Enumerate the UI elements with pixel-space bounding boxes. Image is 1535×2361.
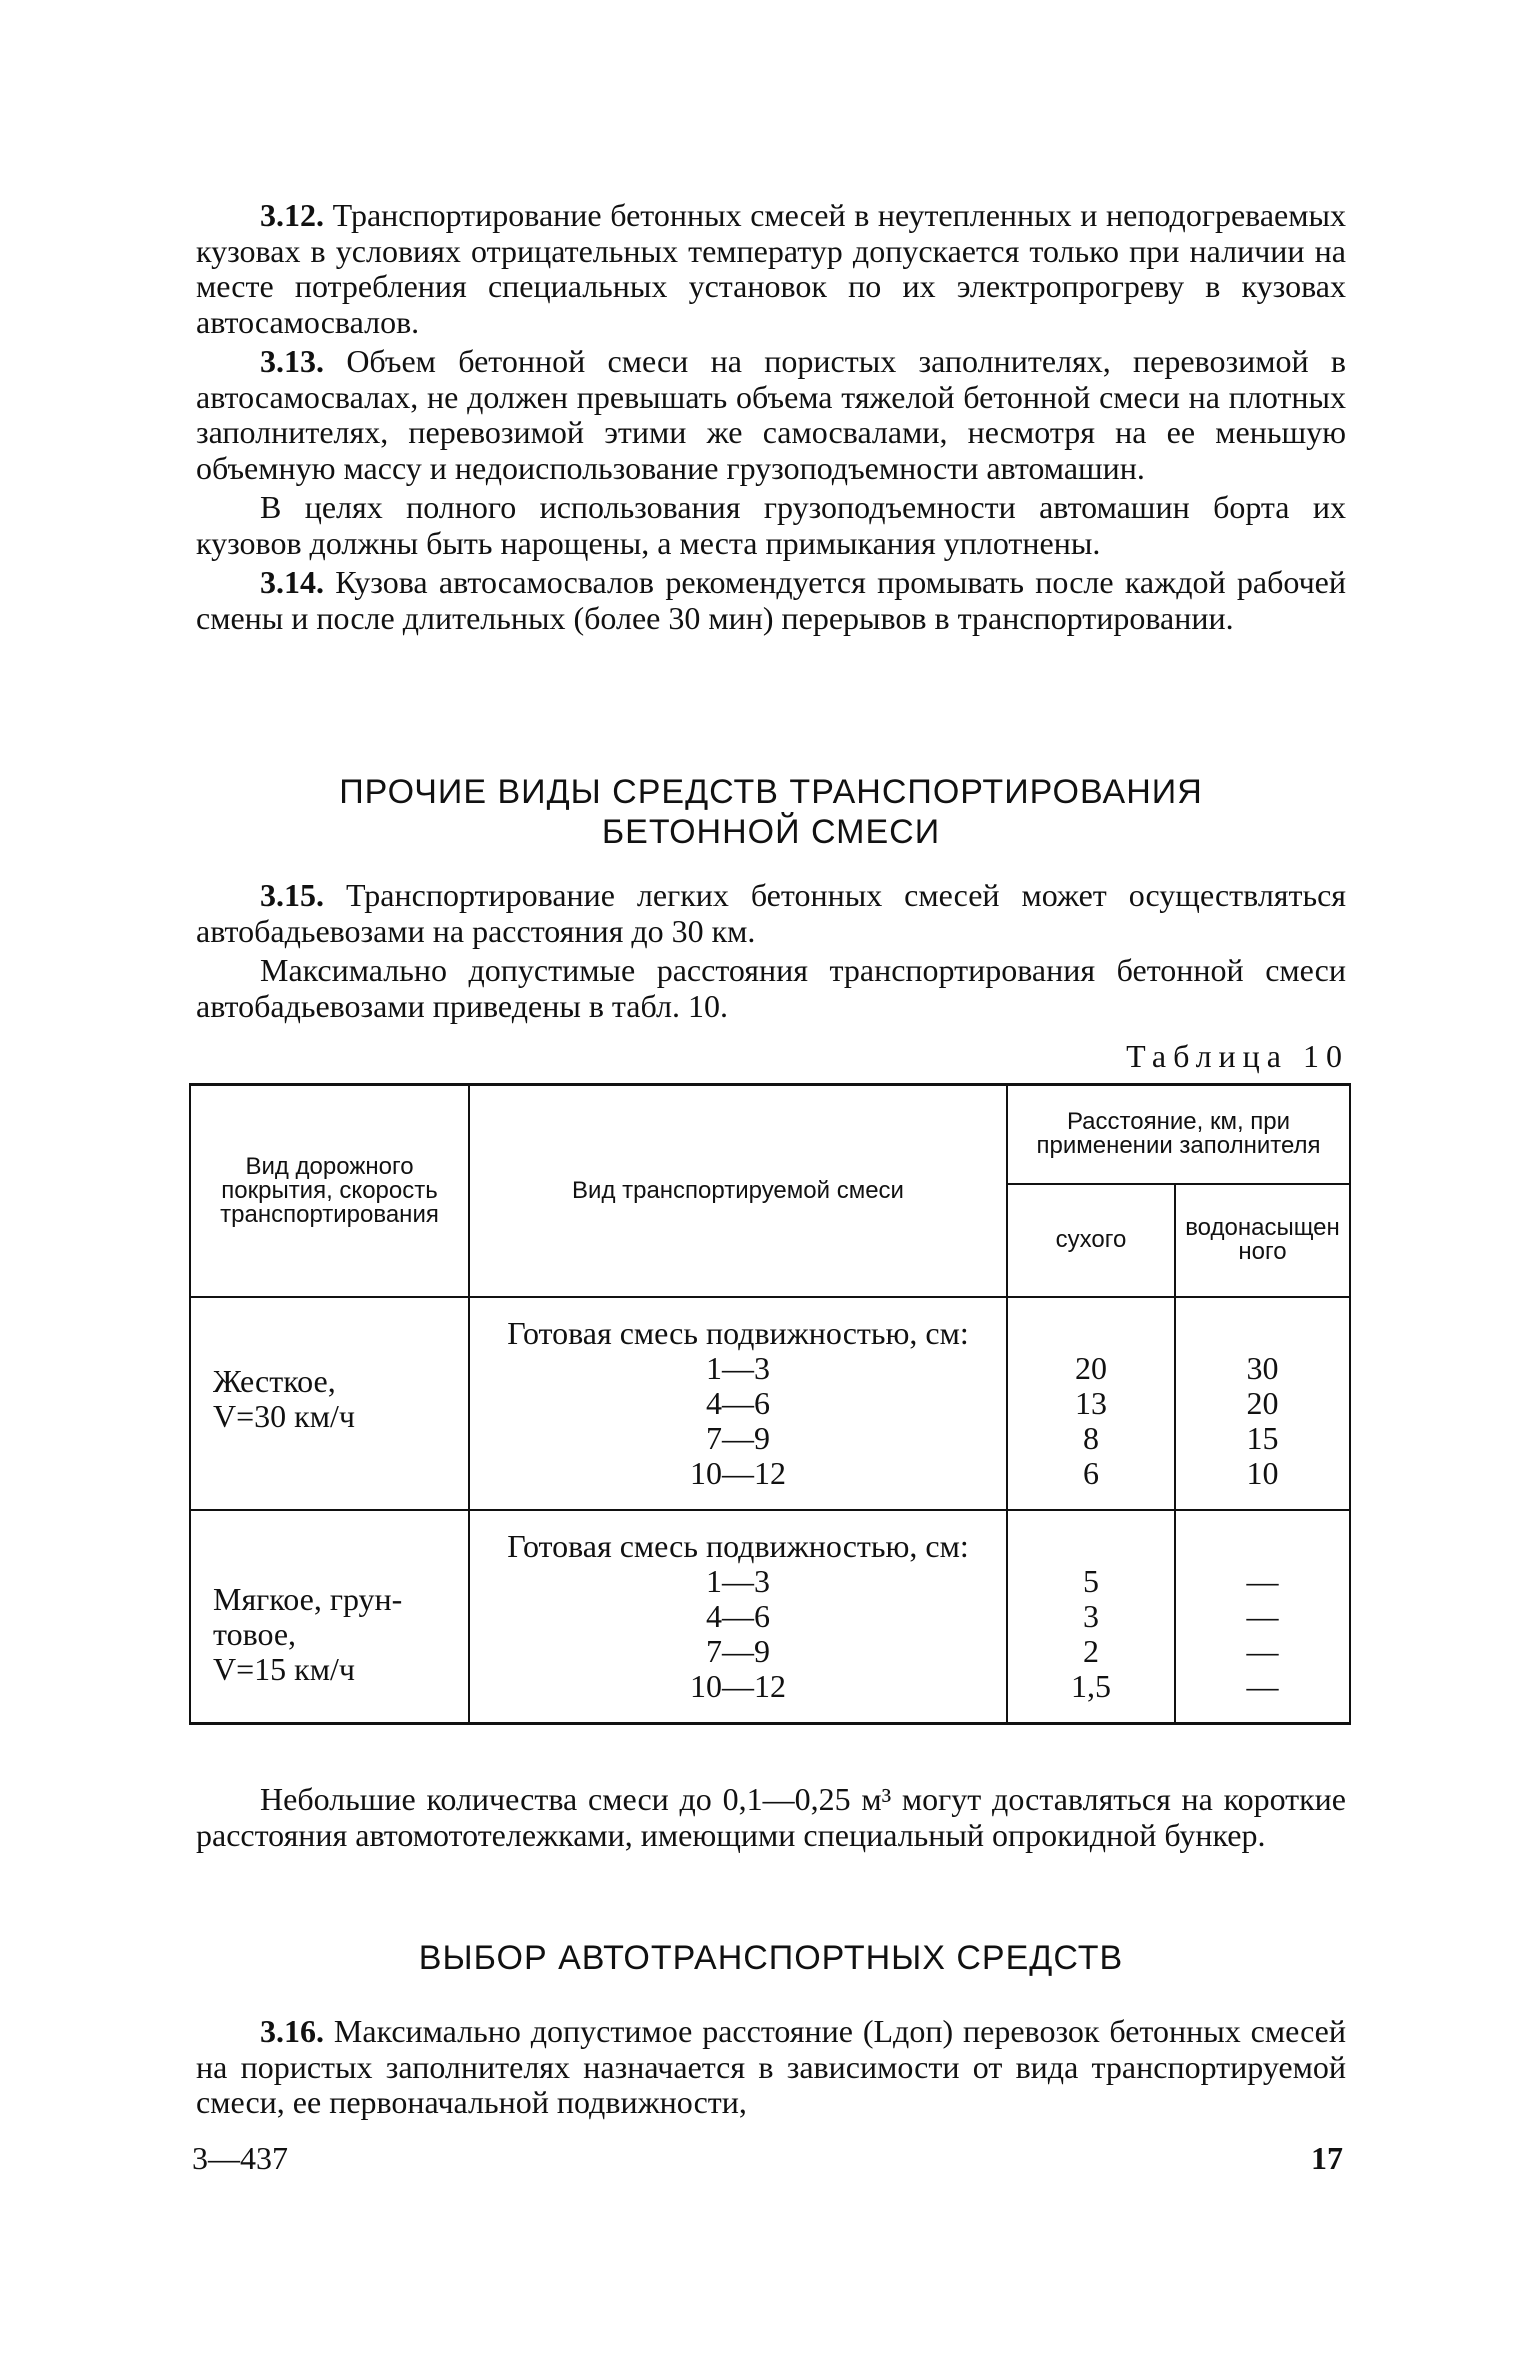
section-other-transport — [196, 772, 1346, 1024]
paragraph-3-12 — [196, 198, 1346, 340]
road-type-line: Мягкое, грун- — [213, 1580, 403, 1617]
dry-value: 3 — [1083, 1598, 1099, 1634]
paragraph-text: Объем бетонной смеси на пористых заполнителях, перевозимой в автосамосвалах, не должен превышать объема тяжелой бетонной смеси на плотных заполнителях, перевозимой этими же самосвалами, несмотря на ее меньшую объемную массу и недоиспользование грузоподъемности автомашин. — [196, 343, 1347, 486]
saturated-cell — [1175, 1510, 1350, 1724]
paragraph-text: Транспортирование легких бетонных смесей может осуществляться автобадьевозами на расстояния до 30 км. — [196, 877, 1347, 949]
saturated-value: — — [1246, 1633, 1279, 1669]
header-road-type: Вид дорожного покрытия, скорость транспортирования — [190, 1085, 469, 1298]
dry-value: 2 — [1083, 1633, 1099, 1669]
section-heading — [196, 772, 1346, 852]
dry-value: 13 — [1075, 1385, 1107, 1421]
saturated-value: — — [1246, 1563, 1279, 1599]
mobility-value: 4—6 — [706, 1598, 770, 1634]
road-type-cell — [190, 1510, 469, 1724]
mobility-value: 7—9 — [706, 1633, 770, 1669]
header-saturated: водонасыщенного — [1175, 1184, 1350, 1297]
paragraph-3-14 — [196, 565, 1346, 636]
paragraph-3-16 — [196, 2014, 1346, 2121]
dry-value: 5 — [1083, 1563, 1099, 1599]
after-table-section — [196, 1782, 1346, 1853]
mix-cell — [469, 1510, 1007, 1724]
mobility-value: 1—3 — [706, 1350, 770, 1386]
paragraph-3-15 — [196, 878, 1346, 949]
table-row — [190, 1297, 1350, 1510]
signature-mark: 3—437 — [192, 2140, 288, 2176]
dry-cell — [1007, 1510, 1175, 1724]
paragraph-3-13-continued — [196, 490, 1346, 561]
section-heading-line-2: БЕТОННОЙ СМЕСИ — [601, 813, 941, 851]
page-number: 17 — [1311, 2140, 1343, 2176]
dry-cell — [1007, 1297, 1175, 1510]
paragraph-text: Максимально допустимое расстояние (Lдоп) перевозок бетонных смесей на пористых заполнителях назначается в зависимости от вида транспортируемой смеси, ее первоначальной подвижности, — [196, 2013, 1347, 2120]
paragraph-number: 3.12. — [260, 197, 324, 233]
saturated-value: — — [1246, 1598, 1279, 1634]
header-distance: Расстояние, км, при применении заполнителя — [1007, 1085, 1350, 1184]
saturated-value: 10 — [1246, 1455, 1279, 1491]
road-type-line: товое, — [213, 1615, 297, 1652]
section-heading: ВЫБОР АВТОТРАНСПОРТНЫХ СРЕДСТВ — [418, 1939, 1124, 1977]
mix-cell — [469, 1297, 1007, 1510]
road-type-line: Жесткое, — [213, 1362, 336, 1399]
saturated-value: 30 — [1246, 1350, 1279, 1386]
saturated-value: 15 — [1246, 1420, 1279, 1456]
paragraph-3-15-continued — [196, 953, 1346, 1024]
paragraph-text: Максимально допустимые расстояния транспортирования бетонной смеси автобадьевозами приведены в табл. 10. — [196, 952, 1346, 1024]
mobility-value: 1—3 — [706, 1563, 770, 1599]
paragraph-text: Кузова автосамосвалов рекомендуется промывать после каждой рабочей смены и после длительных (более 30 мин) перерывов в транспортировании. — [196, 564, 1347, 636]
mobility-value: 7—9 — [706, 1420, 770, 1456]
table-row — [190, 1510, 1350, 1724]
dry-value: 20 — [1075, 1350, 1107, 1386]
mix-title: Готовая смесь подвижностью, см: — [507, 1528, 969, 1564]
saturated-cell — [1175, 1297, 1350, 1510]
paragraph-small-quantities — [196, 1782, 1346, 1853]
header-dry: сухого — [1007, 1184, 1175, 1297]
paragraph-number: 3.16. — [260, 2013, 324, 2049]
section-vehicle-choice — [196, 1938, 1346, 2121]
mobility-value: 10—12 — [690, 1455, 786, 1491]
table-header-row — [190, 1085, 1350, 1184]
mobility-value: 10—12 — [690, 1668, 786, 1704]
section-heading-line-1: ПРОЧИЕ ВИДЫ СРЕДСТВ ТРАНСПОРТИРОВАНИЯ — [339, 773, 1203, 811]
paragraph-3-13 — [196, 344, 1346, 486]
dry-value: 6 — [1083, 1455, 1099, 1491]
top-paragraphs — [196, 198, 1346, 636]
road-type-cell — [190, 1297, 469, 1510]
mobility-value: 4—6 — [706, 1385, 770, 1421]
paragraph-number: 3.15. — [260, 877, 324, 913]
saturated-value: — — [1246, 1668, 1279, 1704]
paragraph-text: Небольшие количества смеси до 0,1—0,25 м³ могут доставляться на короткие расстояния автомототележками, имеющими специальный опрокидной бункер. — [196, 1781, 1346, 1853]
mix-title: Готовая смесь подвижностью, см: — [507, 1315, 969, 1351]
road-type-line: V=15 км/ч — [213, 1650, 355, 1687]
header-mix-type: Вид транспортируемой смеси — [469, 1085, 1007, 1298]
saturated-value: 20 — [1246, 1385, 1279, 1421]
paragraph-text: В целях полного использования грузоподъемности автомашин борта их кузовов должны быть нарощены, а места примыкания уплотнены. — [196, 489, 1346, 561]
dry-value: 8 — [1083, 1420, 1099, 1456]
paragraph-number: 3.14. — [260, 564, 324, 600]
dry-value: 1,5 — [1071, 1668, 1111, 1704]
road-type-line: V=30 км/ч — [213, 1397, 355, 1434]
paragraph-text: Транспортирование бетонных смесей в неутепленных и неподогреваемых кузовах в условиях отрицательных температур допускается только при наличии на месте потребления специальных установок по их электропрогреву в кузовах автосамосвалов. — [196, 197, 1347, 340]
distance-table — [189, 1083, 1351, 1725]
paragraph-number: 3.13. — [260, 343, 324, 379]
table-caption: Таблица 10 — [1126, 1038, 1349, 1074]
